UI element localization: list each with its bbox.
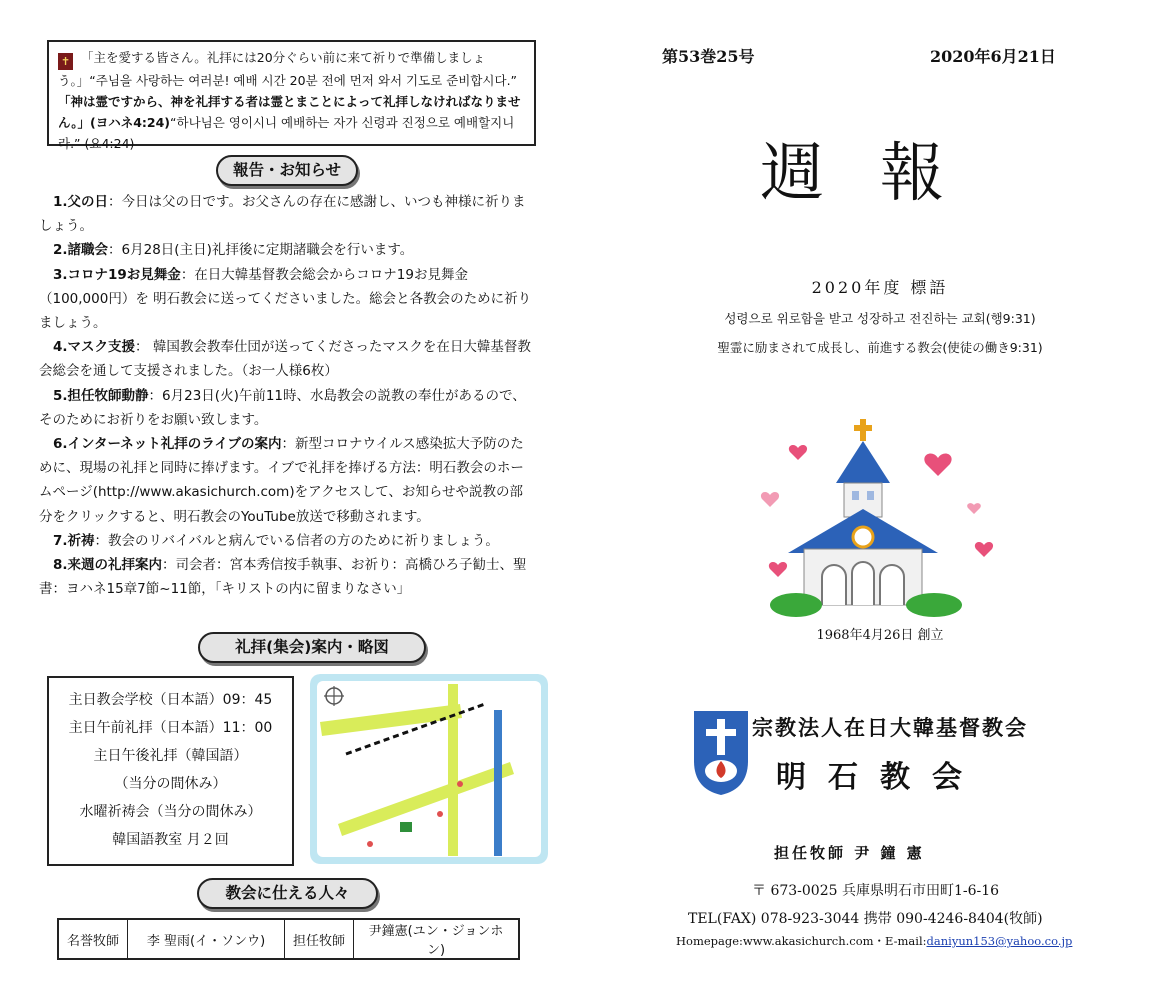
- church-illustration: [748, 413, 1008, 618]
- list-item: 2.諸職会：6月28日(主日)礼拝後に定期諸職会を行います。: [53, 242, 414, 259]
- announcement-list: [39, 190, 535, 601]
- corporation-name: 宗教法人在日大韓基督教会: [752, 715, 1028, 740]
- homepage-text: Homepage:www.akasichurch.com・E-mail:: [676, 934, 927, 948]
- church-logo-icon: [686, 705, 756, 797]
- contact-line: [676, 933, 1072, 949]
- verse-box: [47, 40, 536, 151]
- list-item: 1.父の日：今日は父の日です。お父さんの存在に感謝し、いつも神様に祈りましょう。: [39, 194, 526, 235]
- table-cell: 李 聖雨(イ・ソンウ): [128, 919, 285, 959]
- table-cell: 名誉牧師: [58, 919, 128, 959]
- announcements-heading: 報告・お知らせ: [216, 155, 358, 186]
- list-item: 7.祈祷：教会のリバイバルと病んでいる信者の方のために祈りましょう。: [53, 532, 499, 549]
- worship-heading: 礼拝(集会)案内・略図: [198, 632, 426, 663]
- verse-line2-ja: 「神は霊ですから、神を礼拝する者は霊とまことによって礼拝しなければなりません。」(ヨハネ4:24): [58, 94, 521, 130]
- schedule-item: （当分の間休み）: [114, 776, 227, 792]
- church-telephone: TEL(FAX) 078-923-3044 携帯 090-4246-8404(牧師): [688, 911, 1043, 927]
- table-cell: 担任牧師: [285, 919, 354, 959]
- location-map: [310, 674, 548, 864]
- list-item: 4.マスク支援： 韓国教会教奉仕団が送ってくださったマスクを在日大韓基督教会総会を通して支援されました。（お一人様6枚）: [39, 339, 531, 380]
- bible-icon: ✝: [58, 53, 73, 70]
- table-cell: 尹鐘憲(ユン・ジョンホン): [354, 919, 520, 959]
- verse-line1-ko: “주님을 사랑하는 여러분! 예배 시간 20분 전에 먼저 와서 기도로 준비합시다.”: [89, 73, 518, 88]
- church-name: 明石教会: [776, 760, 984, 795]
- schedule-item: 水曜祈祷会（当分の間休み）: [79, 804, 262, 820]
- page-title: 週報: [760, 137, 1000, 211]
- church-address: 〒 673-0025 兵庫県明石市田町1-6-16: [752, 883, 1000, 899]
- schedule-item: 韓国語教室 月２回: [112, 832, 229, 848]
- staff-heading: 教会に仕える人々: [197, 878, 378, 909]
- list-item: 3.コロナ19お見舞金：在日大韓基督教会総会からコロナ19お見舞金（100,000円）を 明石教会に送ってくださいました。総会と各教会のために祈りましょう。: [39, 266, 532, 332]
- issue-number: 第53巻25号: [662, 47, 755, 66]
- schedule-item: 主日教会学校（日本語）09：45: [68, 692, 273, 708]
- schedule-item: 主日午後礼拝（韓国語）: [93, 748, 248, 764]
- list-item: 6.インターネット礼拝のライブの案内：新型コロナウイルス感染拡大予防のために、現場の礼拝と同時に捧げます。イブで礼拝を捧げる方法：明石教会のホームページ(http://www.akasichurch.com)をアクセスして、お知らせや説教の部分をクリックすると、明石教会のYouTube放送で移動されます。: [39, 436, 524, 525]
- table-row: [58, 919, 519, 959]
- verse-line2-ko: “하나님은 영이시니 예배하는 자가 신령과 진정으로 예배할지니라.” (요4:24): [58, 115, 515, 151]
- motto-japanese: 聖霊に励まされて成長し、前進する教会(使徒の働き9:31): [717, 340, 1043, 355]
- list-item: 8.来週の礼拝案内：司会者：宮本秀信按手執事、お祈り：高橋ひろ子勧士、聖書：ヨハネ15章7節~11節，「キリストの内に留まりなさい」: [39, 557, 527, 598]
- schedule-item: 主日午前礼拝（日本語）11：00: [68, 720, 273, 736]
- worship-schedule: [47, 676, 294, 866]
- motto-korean: 성령으로 위로함을 받고 성장하고 전진하는 교회(행9:31): [724, 311, 1036, 326]
- issue-date: 2020年6月21日: [930, 47, 1056, 66]
- list-item: 5.担任牧師動静：6月23日(火)午前11時、水島教会の説教の奉仕があるので、そのためにお祈りをお願い致します。: [39, 387, 526, 428]
- motto-heading: 2020年度 標語: [811, 278, 949, 297]
- staff-table: [57, 918, 520, 960]
- email-link[interactable]: daniyun153@yahoo.co.jp: [926, 934, 1073, 948]
- verse-line1-ja: 「主を愛する皆さん。礼拝には20分ぐらい前に来て祈りで準備しましょう。」: [58, 50, 486, 88]
- founded-date: 1968年4月26日 創立: [816, 628, 944, 643]
- pastor-name: 担任牧師 尹 鐘 憲: [774, 844, 925, 862]
